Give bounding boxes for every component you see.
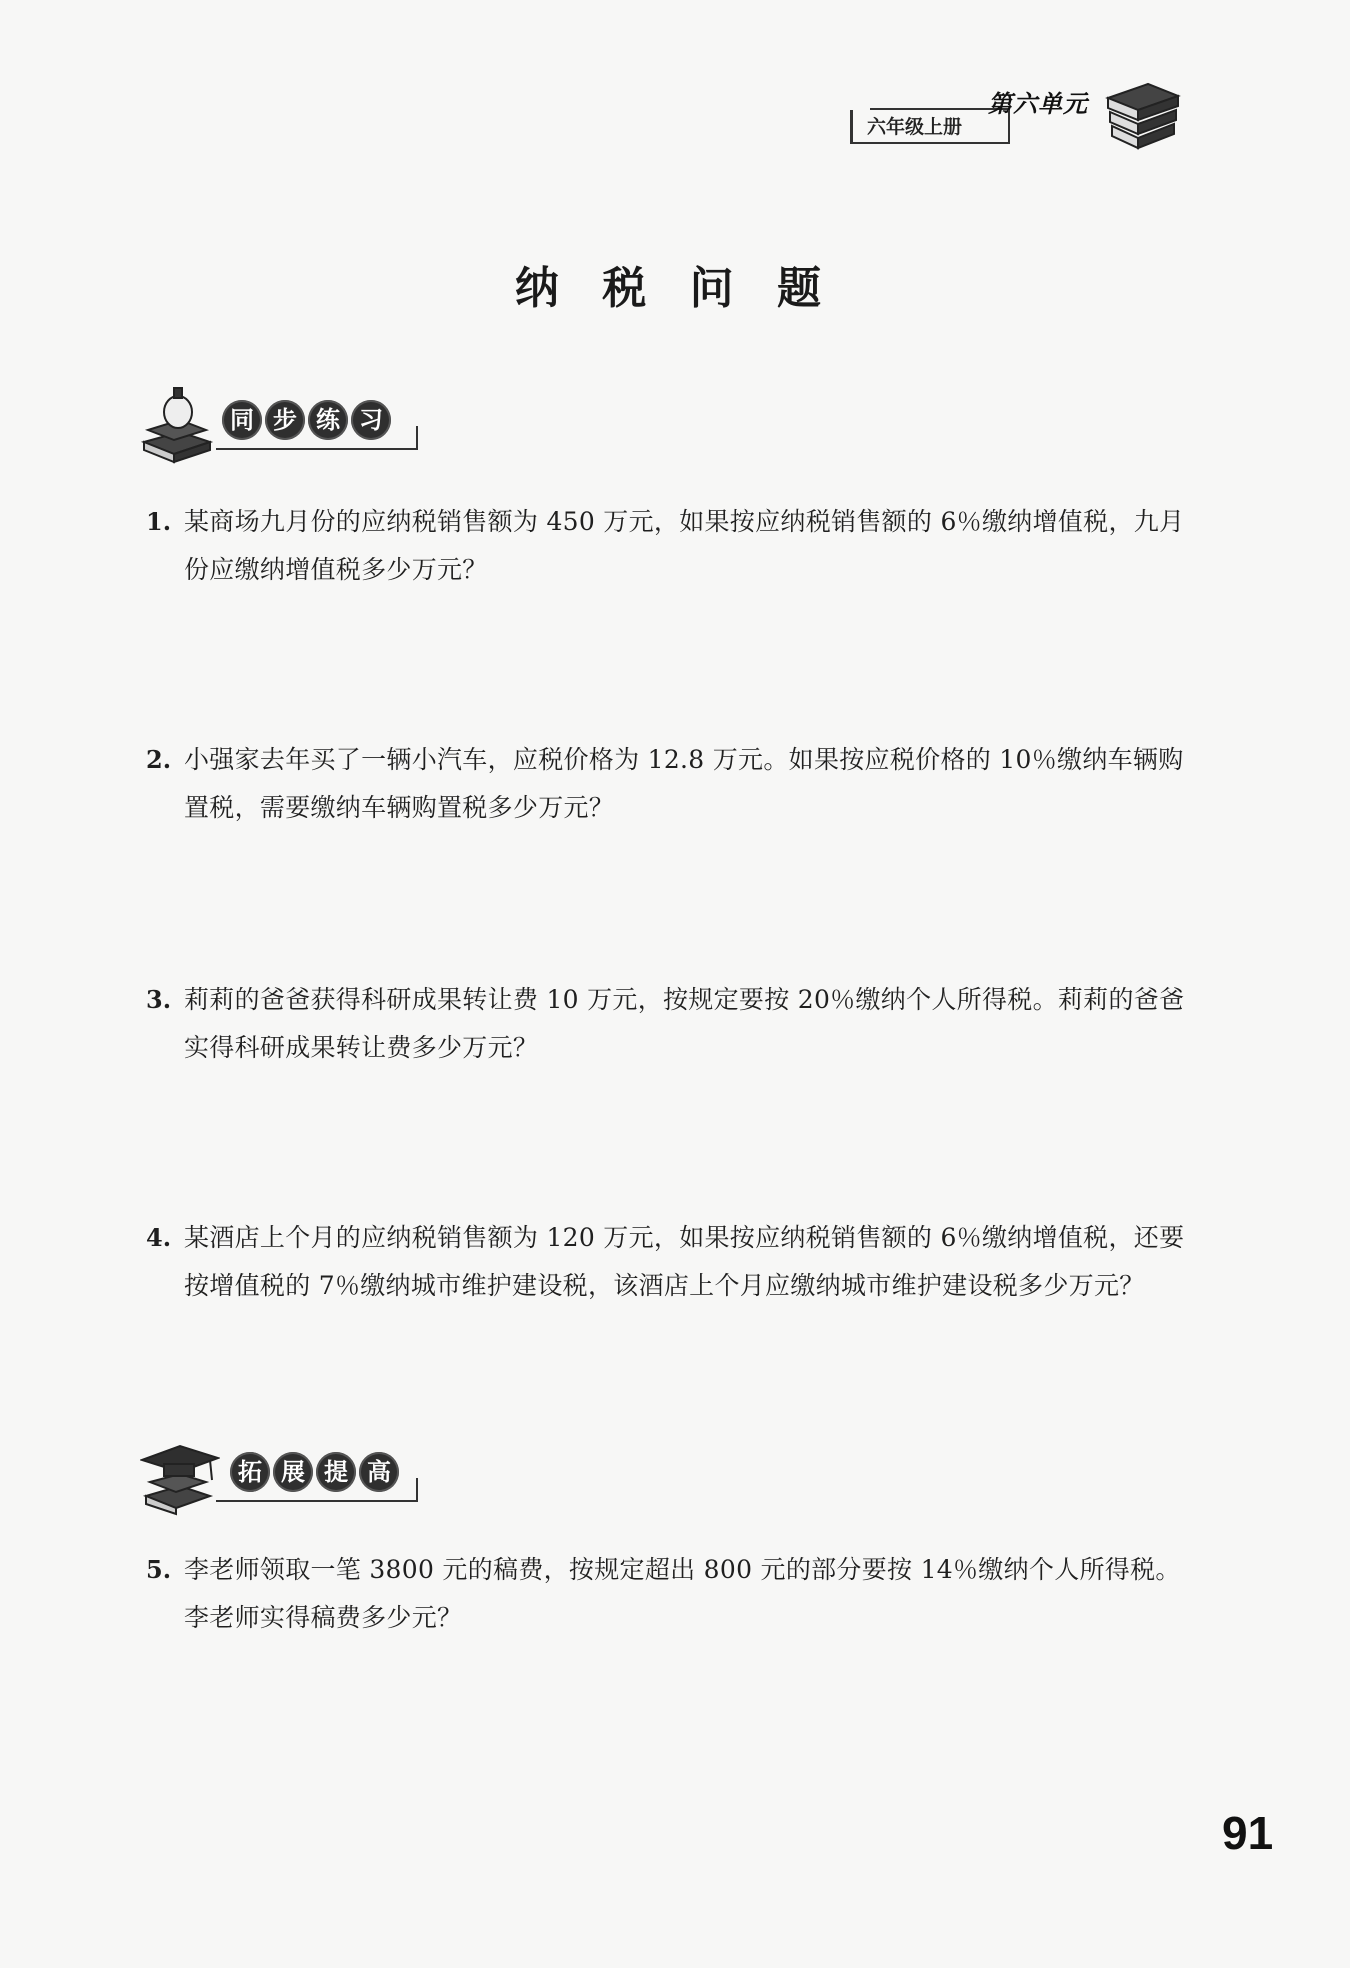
section-char: 练 xyxy=(308,400,348,440)
problem-4 xyxy=(146,1214,1186,1310)
section-label xyxy=(222,400,391,440)
problem-text: 某酒店上个月的应纳税销售额为 120 万元，如果按应纳税销售额的 6％缴纳增值税，还要按增值税的 7％缴纳城市维护建设税，该酒店上个月应缴纳城市维护建设税多少万元？ xyxy=(184,1223,1185,1300)
problem-2 xyxy=(146,736,1186,832)
problem-text: 小强家去年买了一辆小汽车，应税价格为 12.8 万元。如果按应税价格的 10％缴纳车辆购置税，需要缴纳车辆购置税多少万元？ xyxy=(184,745,1184,822)
problem-number: 3. xyxy=(146,985,172,1014)
books-icon xyxy=(1102,78,1182,152)
unit-header xyxy=(850,78,1190,158)
page-number: 91 xyxy=(1222,1807,1274,1859)
unit-label: 第六单元 xyxy=(988,90,1088,118)
section-char: 拓 xyxy=(230,1452,270,1492)
problem-number: 1. xyxy=(146,507,172,536)
problem-number: 4. xyxy=(146,1223,172,1252)
section-char: 同 xyxy=(222,400,262,440)
page-title: 纳 税 问 题 xyxy=(515,263,835,314)
problem-text: 某商场九月份的应纳税销售额为 450 万元，如果按应纳税销售额的 6％缴纳增值税，九月份应缴纳增值税多少万元？ xyxy=(184,507,1185,584)
problem-number: 2. xyxy=(146,745,172,774)
lamp-books-icon xyxy=(140,384,220,464)
section-char: 展 xyxy=(273,1452,313,1492)
section-label xyxy=(230,1452,399,1492)
section-char: 步 xyxy=(265,400,305,440)
problem-text: 李老师领取一笔 3800 元的稿费，按规定超出 800 元的部分要按 14％缴纳个人所得税。李老师实得稿费多少元？ xyxy=(184,1555,1181,1632)
grade-label: 六年级上册 xyxy=(850,110,1010,144)
section-extension-badge xyxy=(140,1436,440,1526)
section-practice-badge xyxy=(140,384,440,474)
section-char: 提 xyxy=(316,1452,356,1492)
problem-1 xyxy=(146,498,1186,594)
section-char: 习 xyxy=(351,400,391,440)
section-char: 高 xyxy=(359,1452,399,1492)
problem-5 xyxy=(146,1546,1186,1642)
problem-text: 莉莉的爸爸获得科研成果转让费 10 万元，按规定要按 20％缴纳个人所得税。莉莉的爸爸实得科研成果转让费多少万元？ xyxy=(184,985,1185,1062)
problem-number: 5. xyxy=(146,1555,172,1584)
grad-cap-books-icon xyxy=(140,1436,220,1516)
problem-3 xyxy=(146,976,1186,1072)
